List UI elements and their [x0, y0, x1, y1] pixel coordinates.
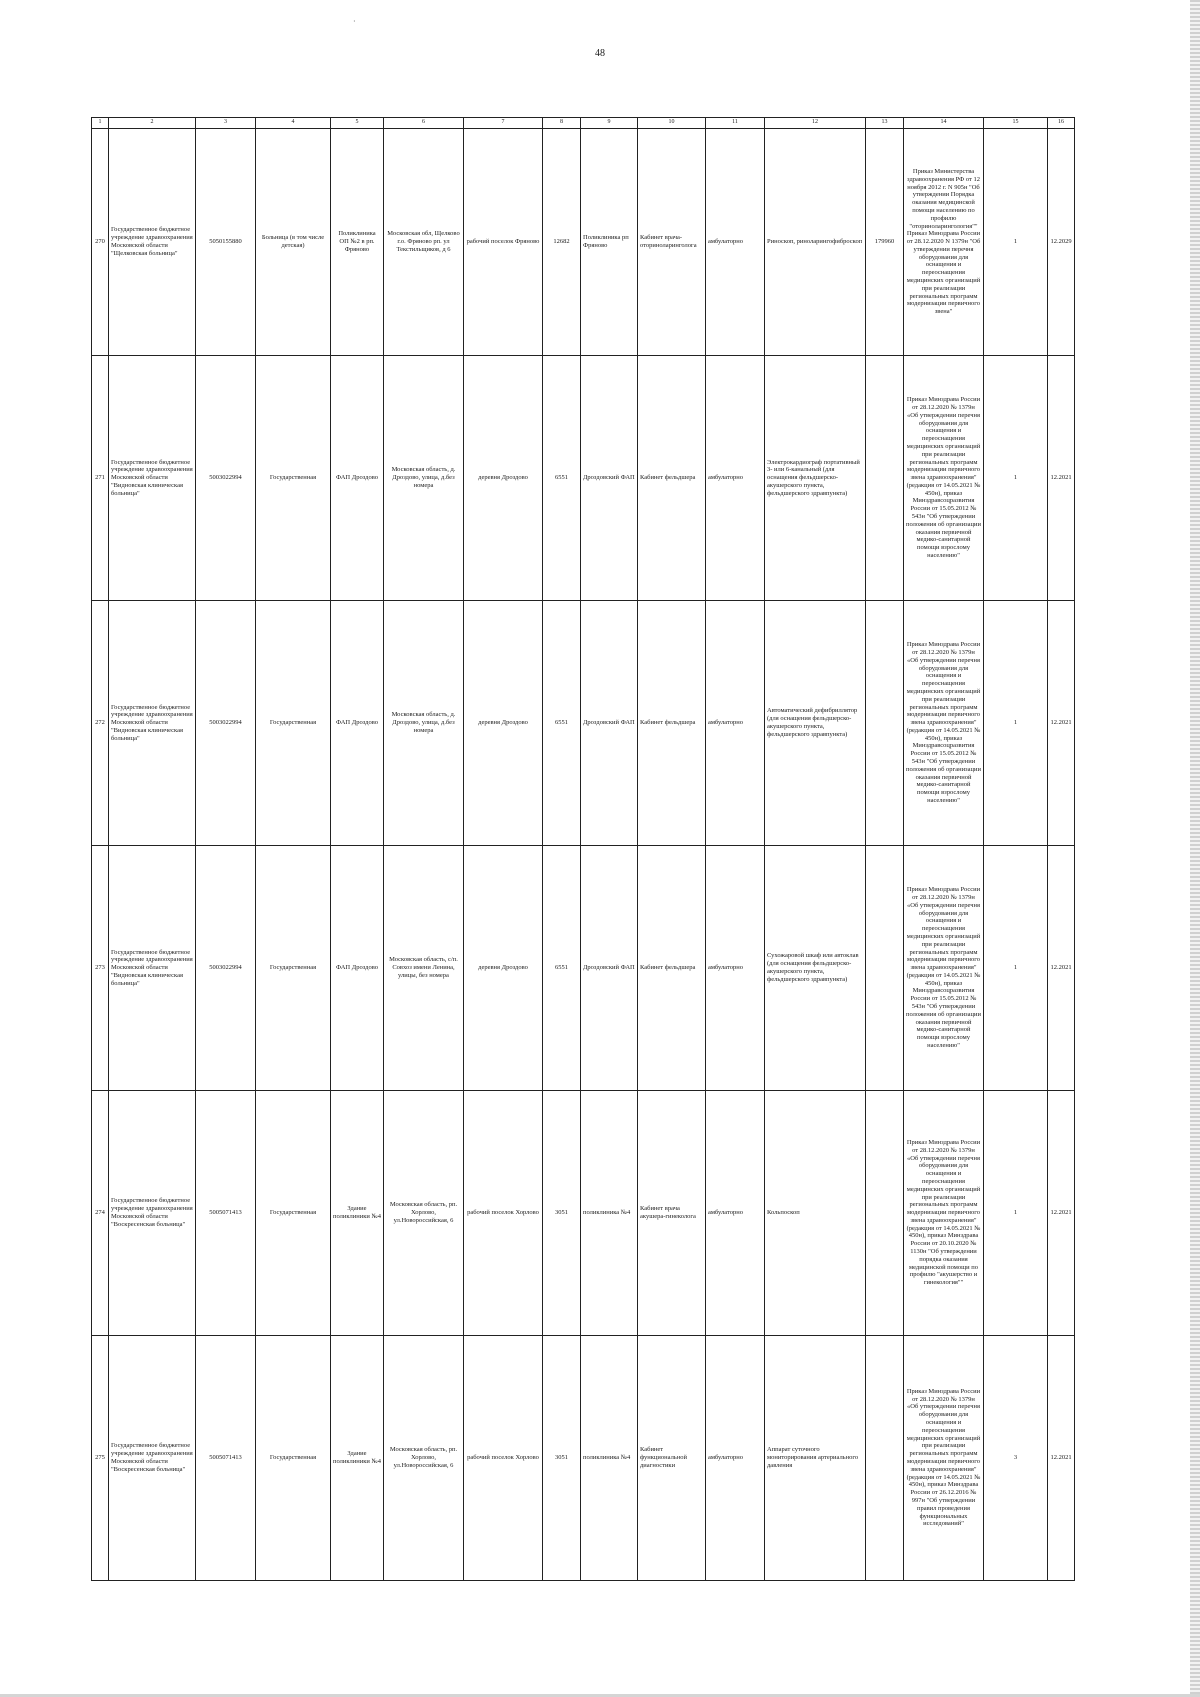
population-cell: 6551 — [543, 846, 581, 1091]
row-number-cell: 272 — [92, 601, 109, 846]
address-cell: Московская область, рп. Хорлово, ул.Новороссийская, 6 — [384, 1336, 464, 1581]
population-cell: 12682 — [543, 129, 581, 356]
settlement-cell: рабочий поселок Хорлово — [464, 1336, 543, 1581]
quantity-cell: 3 — [984, 1336, 1048, 1581]
care-form-cell: амбулаторно — [706, 1091, 765, 1336]
care-form-cell: амбулаторно — [706, 601, 765, 846]
column-number: 4 — [256, 118, 331, 129]
population-cell: 3051 — [543, 1091, 581, 1336]
legal-basis-cell: Приказ Минздрава России от 28.12.2020 № 1379н «Об утверждении перечня оборудования для оснащения и переоснащения медицинских организаций при реализации региональных программ модернизации первичного звена здравоохранения"(редакция от 14.05.2021 № 450н), приказ Минздрава России от 26.12.2016 № 997н "Об утверждении правил проведения функциональных исследований" — [904, 1336, 984, 1581]
legal-basis-cell: Приказ Минздрава России от 28.12.2020 № 1379н «Об утверждении перечня оборудования для оснащения и переоснащения медицинских организаций при реализации региональных программ модернизации первичного звена здравоохранения"(редакция от 14.05.2021 № 450н), приказ Минздравсоцразвития России от 15.05.2012 № 543н "Об утверждении положения об организации оказания первичной медико-санитарной помощи взрослому населению" — [904, 601, 984, 846]
row-number-cell: 274 — [92, 1091, 109, 1336]
inn-cell: 5005071413 — [196, 1091, 256, 1336]
price-cell — [866, 601, 904, 846]
population-cell: 3051 — [543, 1336, 581, 1581]
organization-cell: Государственное бюджетное учреждение здравоохранения Московской области "Щелковская больница" — [109, 129, 196, 356]
facility-type-cell: Государственная — [256, 1091, 331, 1336]
address-cell: Московская область, рп. Хорлово, ул.Новороссийская, 6 — [384, 1091, 464, 1336]
date-cell: 12.2021 — [1048, 1091, 1075, 1336]
division-cell: ФАП Дроздово — [331, 601, 384, 846]
equipment-cell: Сухожаровой шкаф или автоклав (для оснащения фельдшерско-акушерского пункта, фельдшерского здравпункта) — [765, 846, 866, 1091]
unit-cell: Дроздовский ФАП — [581, 601, 638, 846]
settlement-cell: деревня Дроздово — [464, 356, 543, 601]
unit-cell: Дроздовский ФАП — [581, 846, 638, 1091]
room-cell: Кабинет врача акушера-гинеколога — [638, 1091, 706, 1336]
legal-basis-cell: Приказ Минздрава России от 28.12.2020 № 1379н «Об утверждении перечня оборудования для оснащения и переоснащения медицинских организаций при реализации региональных программ модернизации первичного звена здравоохранения"(редакция от 14.05.2021 № 450н), приказ Минздравсоцразвития России от 15.05.2012 № 543н "Об утверждении положения об организации оказания первичной медико-санитарной помощи взрослому населению" — [904, 846, 984, 1091]
equipment-table — [91, 117, 1075, 1581]
equipment-cell: Кольпоскоп — [765, 1091, 866, 1336]
population-cell: 6551 — [543, 601, 581, 846]
settlement-cell: деревня Дроздово — [464, 846, 543, 1091]
room-cell: Кабинет функциональной диагностики — [638, 1336, 706, 1581]
quantity-cell: 1 — [984, 129, 1048, 356]
division-cell: Поликлиника ОП №2 в рп. Фряново — [331, 129, 384, 356]
column-number: 11 — [706, 118, 765, 129]
equipment-cell: Электрокардиограф портативный 3- или 6-канальный (для оснащения фельдшерско-акушерского пункта, фельдшерского здравпункта) — [765, 356, 866, 601]
equipment-cell: Аппарат суточного мониторирования артериального давления — [765, 1336, 866, 1581]
care-form-cell: амбулаторно — [706, 129, 765, 356]
settlement-cell: рабочий поселок Фряново — [464, 129, 543, 356]
column-number: 1 — [92, 118, 109, 129]
inn-cell: 5003022994 — [196, 846, 256, 1091]
date-cell: 12.2021 — [1048, 356, 1075, 601]
legal-basis-cell: Приказ Министерства здравоохранения РФ от 12 ноября 2012 г. N 905н "Об утверждении Порядка оказания медицинской помощи населению по профилю "оториноларингология"" Приказ Минздрава России от 28.12.2020 N 1379н "Об утверждении перечня оборудования для оснащения и переоснащения медицинских организаций при реализации региональных программ модернизации первичного звена" — [904, 129, 984, 356]
organization-cell: Государственное бюджетное учреждение здравоохранения Московской области "Воскресенская больница" — [109, 1336, 196, 1581]
table-row — [92, 846, 1075, 1091]
price-cell: 179960 — [866, 129, 904, 356]
table-row — [92, 601, 1075, 846]
column-number-row — [92, 118, 1075, 129]
column-number: 9 — [581, 118, 638, 129]
facility-type-cell: Государственная — [256, 356, 331, 601]
facility-type-cell: Государственная — [256, 846, 331, 1091]
inn-cell: 5003022994 — [196, 601, 256, 846]
price-cell — [866, 356, 904, 601]
room-cell: Кабинет врача-оториноларинголога — [638, 129, 706, 356]
unit-cell: Поликлиника рп Фряново — [581, 129, 638, 356]
table-row — [92, 356, 1075, 601]
page-number: 48 — [595, 48, 605, 59]
room-cell: Кабинет фельдшера — [638, 356, 706, 601]
facility-type-cell: Государственная — [256, 601, 331, 846]
row-number-cell: 271 — [92, 356, 109, 601]
row-number-cell: 273 — [92, 846, 109, 1091]
table-row — [92, 129, 1075, 356]
date-cell: 12.2029 — [1048, 129, 1075, 356]
quantity-cell: 1 — [984, 1091, 1048, 1336]
price-cell — [866, 1091, 904, 1336]
date-cell: 12.2021 — [1048, 1336, 1075, 1581]
equipment-cell: Риноскоп, риноларингофиброскоп — [765, 129, 866, 356]
table-row — [92, 1091, 1075, 1336]
quantity-cell: 1 — [984, 601, 1048, 846]
unit-cell: поликлиника №4 — [581, 1336, 638, 1581]
column-number: 10 — [638, 118, 706, 129]
scan-mark: · — [353, 17, 356, 26]
column-number: 16 — [1048, 118, 1075, 129]
care-form-cell: амбулаторно — [706, 356, 765, 601]
price-cell — [866, 846, 904, 1091]
column-number: 6 — [384, 118, 464, 129]
division-cell: ФАП Дроздово — [331, 846, 384, 1091]
organization-cell: Государственное бюджетное учреждение здравоохранения Московской области "Видновская клиническая больница" — [109, 601, 196, 846]
quantity-cell: 1 — [984, 846, 1048, 1091]
unit-cell: Дроздовский ФАП — [581, 356, 638, 601]
equipment-cell: Автоматический дефибриллятор (для оснащения фельдшерско-акушерского пункта, фельдшерского здравпункта) — [765, 601, 866, 846]
facility-type-cell: Больница (в том числе детская) — [256, 129, 331, 356]
organization-cell: Государственное бюджетное учреждение здравоохранения Московской области "Видновская клиническая больница" — [109, 846, 196, 1091]
date-cell: 12.2021 — [1048, 846, 1075, 1091]
table-row — [92, 1336, 1075, 1581]
population-cell: 6551 — [543, 356, 581, 601]
quantity-cell: 1 — [984, 356, 1048, 601]
settlement-cell: деревня Дроздово — [464, 601, 543, 846]
division-cell: Здание поликлиники №4 — [331, 1336, 384, 1581]
room-cell: Кабинет фельдшера — [638, 601, 706, 846]
column-number: 12 — [765, 118, 866, 129]
date-cell: 12.2021 — [1048, 601, 1075, 846]
room-cell: Кабинет фельдшера — [638, 846, 706, 1091]
inn-cell: 5003022994 — [196, 356, 256, 601]
column-number: 8 — [543, 118, 581, 129]
address-cell: Московская область, д. Дроздово, улица, д.без номера — [384, 356, 464, 601]
row-number-cell: 270 — [92, 129, 109, 356]
unit-cell: поликлиника №4 — [581, 1091, 638, 1336]
price-cell — [866, 1336, 904, 1581]
column-number: 13 — [866, 118, 904, 129]
inn-cell: 5005071413 — [196, 1336, 256, 1581]
column-number: 5 — [331, 118, 384, 129]
settlement-cell: рабочий поселок Хорлово — [464, 1091, 543, 1336]
scan-edge — [1190, 0, 1200, 1697]
legal-basis-cell: Приказ Минздрава России от 28.12.2020 № 1379н «Об утверждении перечня оборудования для оснащения и переоснащения медицинских организаций при реализации региональных программ модернизации первичного звена здравоохранения"(редакция от 14.05.2021 № 450н), приказ Минздрава России от 20.10.2020 № 1130н "Об утверждении порядка оказания медицинской помощи по профилю "акушерство и гинекология"" — [904, 1091, 984, 1336]
facility-type-cell: Государственная — [256, 1336, 331, 1581]
care-form-cell: амбулаторно — [706, 846, 765, 1091]
inn-cell: 5050155880 — [196, 129, 256, 356]
care-form-cell: амбулаторно — [706, 1336, 765, 1581]
division-cell: ФАП Дроздово — [331, 356, 384, 601]
column-number: 7 — [464, 118, 543, 129]
address-cell: Московская область, д. Дроздово, улица, д.без номера — [384, 601, 464, 846]
address-cell: Московская область, с/п. Совхоз имени Ленина, улицы, без номера — [384, 846, 464, 1091]
organization-cell: Государственное бюджетное учреждение здравоохранения Московской области "Воскресенская больница" — [109, 1091, 196, 1336]
address-cell: Московская обл, Щелково г.о. Фряново рп. ул Текстильщиков, д 6 — [384, 129, 464, 356]
division-cell: Здание поликлиники №4 — [331, 1091, 384, 1336]
column-number: 15 — [984, 118, 1048, 129]
organization-cell: Государственное бюджетное учреждение здравоохранения Московской области "Видновская клиническая больница" — [109, 356, 196, 601]
column-number: 2 — [109, 118, 196, 129]
legal-basis-cell: Приказ Минздрава России от 28.12.2020 № 1379н «Об утверждении перечня оборудования для оснащения и переоснащения медицинских организаций при реализации региональных программ модернизации первичного звена здравоохранения"(редакция от 14.05.2021 № 450н), приказ Минздравсоцразвития России от 15.05.2012 № 543н "Об утверждении положения об организации оказания первичной медико-санитарной помощи взрослому населению" — [904, 356, 984, 601]
column-number: 14 — [904, 118, 984, 129]
row-number-cell: 275 — [92, 1336, 109, 1581]
column-number: 3 — [196, 118, 256, 129]
